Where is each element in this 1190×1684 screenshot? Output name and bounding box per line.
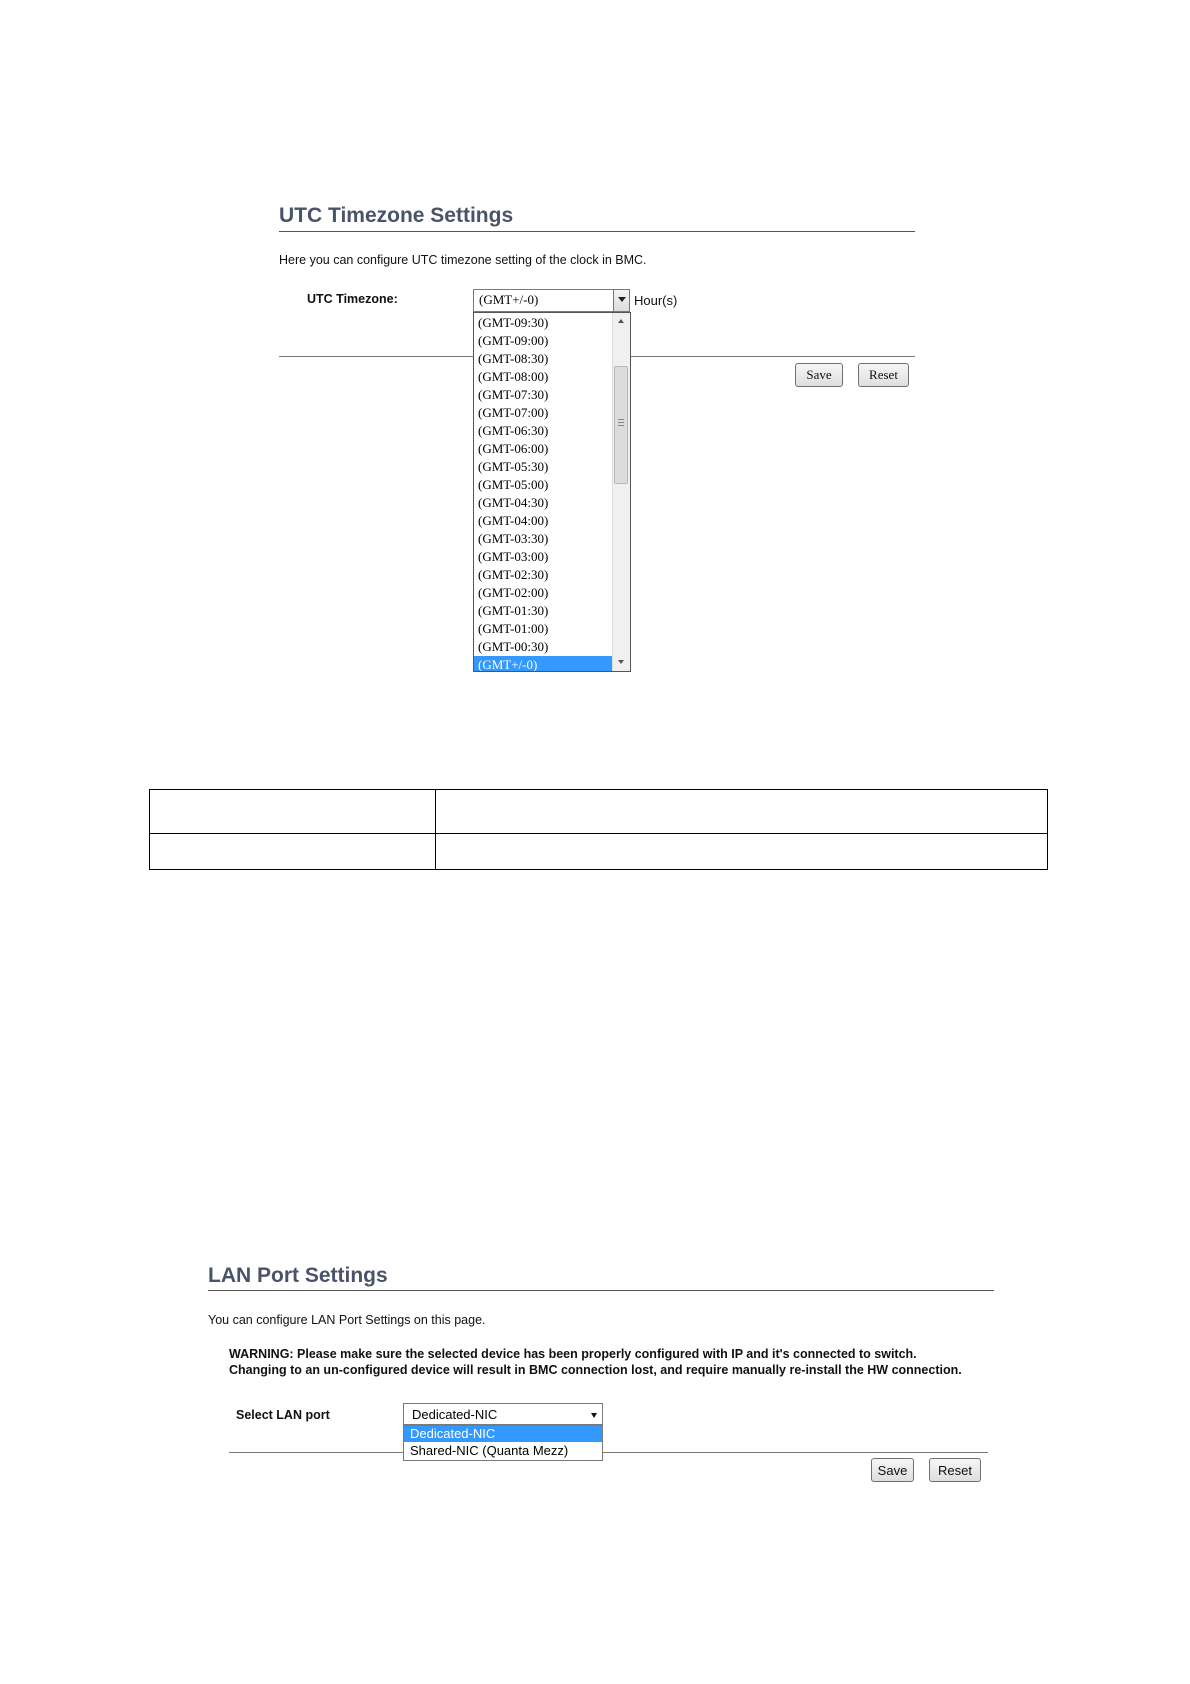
utc-panel-title: UTC Timezone Settings: [279, 204, 514, 227]
utc-timezone-option[interactable]: (GMT+/-0): [474, 656, 612, 672]
utc-timezone-option[interactable]: (GMT-06:30): [478, 423, 549, 438]
lan-port-option[interactable]: Dedicated-NIC: [404, 1426, 602, 1442]
utc-timezone-select[interactable]: [473, 289, 630, 312]
grip-icon: [618, 419, 624, 420]
lan-description: You can configure LAN Port Settings on this page.: [208, 1313, 486, 1327]
utc-timezone-option[interactable]: (GMT-08:30): [478, 351, 549, 366]
chevron-down-icon[interactable]: [613, 289, 630, 312]
lan-footer-divider-right: [603, 1452, 988, 1453]
utc-footer-divider-right: [630, 356, 915, 357]
utc-timezone-option[interactable]: (GMT-02:00): [478, 585, 549, 600]
utc-timezone-label: UTC Timezone:: [307, 292, 398, 306]
scroll-up-arrow-icon[interactable]: [613, 313, 630, 330]
utc-timezone-option[interactable]: (GMT-03:00): [478, 549, 549, 564]
utc-timezone-option[interactable]: (GMT-08:00): [478, 369, 549, 384]
chevron-down-icon[interactable]: [591, 1413, 597, 1418]
lan-warning-line2: Changing to an un-configured device will result in BMC connection lost, and require manually re-install the HW connection.: [229, 1363, 962, 1377]
lan-port-dropdown-list[interactable]: [403, 1425, 603, 1461]
scrollbar-thumb[interactable]: [614, 366, 628, 484]
utc-timezone-option[interactable]: (GMT-01:30): [478, 603, 549, 618]
utc-timezone-option[interactable]: (GMT-01:00): [478, 621, 549, 636]
lan-footer-divider-left: [229, 1452, 403, 1453]
table-cell: [150, 790, 436, 834]
utc-timezone-option[interactable]: (GMT-05:00): [478, 477, 549, 492]
utc-timezone-option[interactable]: (GMT-07:00): [478, 405, 549, 420]
utc-timezone-option[interactable]: (GMT-02:30): [478, 567, 549, 582]
utc-timezone-dropdown-list[interactable]: [473, 312, 631, 672]
lan-panel-title: LAN Port Settings: [208, 1264, 388, 1287]
empty-table: [149, 789, 1048, 870]
lan-port-selected-value: Dedicated-NIC: [412, 1407, 498, 1422]
utc-list-scrollbar[interactable]: [612, 313, 630, 671]
table-row: [150, 790, 1048, 834]
lan-port-option[interactable]: Shared-NIC (Quanta Mezz): [410, 1443, 569, 1458]
utc-reset-button[interactable]: Reset: [858, 363, 909, 387]
utc-timezone-option[interactable]: (GMT-04:00): [478, 513, 549, 528]
lan-warning-line1: WARNING: Please make sure the selected device has been properly configured with IP and it's connected to switch.: [229, 1347, 917, 1361]
utc-unit-label: Hour(s): [634, 293, 678, 308]
scroll-down-arrow-icon[interactable]: [613, 654, 630, 671]
table-cell: [150, 834, 436, 870]
utc-timezone-option[interactable]: (GMT-04:30): [478, 495, 549, 510]
utc-timezone-option[interactable]: (GMT-07:30): [478, 387, 549, 402]
table-row: [150, 834, 1048, 870]
utc-timezone-option[interactable]: (GMT-09:30): [478, 315, 549, 330]
utc-title-divider: [279, 231, 915, 232]
lan-reset-button[interactable]: Reset: [929, 1458, 981, 1482]
utc-timezone-option[interactable]: (GMT-03:30): [478, 531, 549, 546]
table-cell: [436, 834, 1048, 870]
utc-footer-divider-left: [279, 356, 473, 357]
utc-timezone-option[interactable]: (GMT-05:30): [478, 459, 549, 474]
lan-title-divider: [208, 1290, 994, 1291]
utc-description: Here you can configure UTC timezone setting of the clock in BMC.: [279, 253, 647, 267]
utc-timezone-selected-value: (GMT+/-0): [479, 292, 539, 307]
lan-save-button[interactable]: Save: [871, 1458, 914, 1482]
utc-timezone-option[interactable]: (GMT-00:30): [478, 639, 549, 654]
utc-timezone-option[interactable]: (GMT-09:00): [478, 333, 549, 348]
lan-port-label: Select LAN port: [236, 1408, 330, 1422]
lan-port-select[interactable]: [403, 1403, 603, 1425]
utc-timezone-option[interactable]: (GMT-06:00): [478, 441, 549, 456]
table-cell: [436, 790, 1048, 834]
utc-save-button[interactable]: Save: [795, 363, 843, 387]
